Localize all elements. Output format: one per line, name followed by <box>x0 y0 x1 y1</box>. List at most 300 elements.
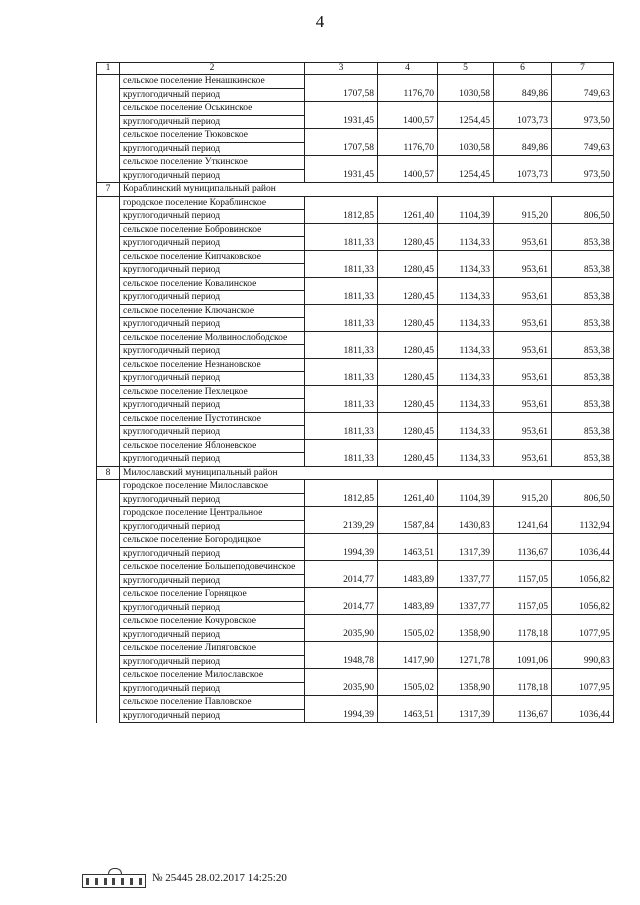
period-label: круглогодичный период <box>120 345 305 359</box>
index-cell <box>97 520 120 534</box>
tariff-value: 853,38 <box>552 453 614 467</box>
tariff-value: 1505,02 <box>378 682 438 696</box>
tariff-value: 973,50 <box>552 169 614 183</box>
tariff-value: 1994,39 <box>305 709 378 723</box>
value-cell <box>494 331 552 345</box>
tariff-value: 2035,90 <box>305 628 378 642</box>
index-cell <box>97 399 120 413</box>
tariff-value: 1178,18 <box>494 682 552 696</box>
tariff-value: 1104,39 <box>438 210 494 224</box>
tariff-value: 1707,58 <box>305 88 378 102</box>
value-cell <box>305 588 378 602</box>
index-cell <box>97 385 120 399</box>
settlement-row <box>97 642 614 656</box>
tariff-value: 1811,33 <box>305 453 378 467</box>
value-cell <box>305 642 378 656</box>
value-cell <box>438 223 494 237</box>
value-cell <box>494 75 552 89</box>
value-cell <box>494 304 552 318</box>
tariff-value: 1178,18 <box>494 628 552 642</box>
tariff-value: 853,38 <box>552 399 614 413</box>
index-cell <box>97 75 120 89</box>
tariff-value: 2014,77 <box>305 601 378 615</box>
period-label: круглогодичный период <box>120 318 305 332</box>
index-cell <box>97 682 120 696</box>
settlement-row <box>97 561 614 575</box>
tariff-value: 1430,83 <box>438 520 494 534</box>
value-cell <box>438 156 494 170</box>
tariff-value: 1134,33 <box>438 453 494 467</box>
value-cell <box>552 642 614 656</box>
tariff-value: 853,38 <box>552 372 614 386</box>
period-label: круглогодичный период <box>120 210 305 224</box>
tariff-value: 1077,95 <box>552 682 614 696</box>
tariff-value: 1463,51 <box>378 709 438 723</box>
settlement-name: сельское поселение Богородицкое <box>120 534 305 548</box>
index-cell <box>97 291 120 305</box>
tariff-value: 1811,33 <box>305 237 378 251</box>
value-cell <box>378 696 438 710</box>
tariff-value: 1811,33 <box>305 426 378 440</box>
settlement-row <box>97 129 614 143</box>
period-label: круглогодичный период <box>120 115 305 129</box>
tariff-value: 1317,39 <box>438 547 494 561</box>
tariff-value: 1134,33 <box>438 237 494 251</box>
value-cell <box>305 304 378 318</box>
value-cell <box>494 223 552 237</box>
value-cell <box>438 277 494 291</box>
tariff-value: 853,38 <box>552 264 614 278</box>
district-title: Кораблинский муниципальный район <box>120 183 614 197</box>
index-cell <box>97 669 120 683</box>
value-cell <box>305 102 378 116</box>
tariff-value: 1132,94 <box>552 520 614 534</box>
tariff-value: 1134,33 <box>438 345 494 359</box>
settlement-name: сельское поселение Милославское <box>120 669 305 683</box>
settlement-row <box>97 669 614 683</box>
value-cell <box>494 277 552 291</box>
tariff-value: 1337,77 <box>438 574 494 588</box>
tariff-value: 1417,90 <box>378 655 438 669</box>
tariff-value: 1261,40 <box>378 493 438 507</box>
period-row <box>97 264 614 278</box>
settlement-row <box>97 358 614 372</box>
value-cell <box>552 75 614 89</box>
tariff-value: 806,50 <box>552 493 614 507</box>
column-header: 6 <box>494 63 552 75</box>
value-cell <box>305 696 378 710</box>
value-cell <box>552 696 614 710</box>
tariff-value: 849,86 <box>494 88 552 102</box>
value-cell <box>438 358 494 372</box>
index-cell <box>97 655 120 669</box>
value-cell <box>494 696 552 710</box>
index-cell <box>97 277 120 291</box>
tariff-value: 1134,33 <box>438 399 494 413</box>
value-cell <box>378 588 438 602</box>
tariff-value: 1104,39 <box>438 493 494 507</box>
value-cell <box>438 385 494 399</box>
index-cell <box>97 493 120 507</box>
tariff-value: 1811,33 <box>305 399 378 413</box>
tariff-value: 1280,45 <box>378 291 438 305</box>
settlement-name: сельское поселение Яблоневское <box>120 439 305 453</box>
index-cell <box>97 142 120 156</box>
tariff-value: 1812,85 <box>305 210 378 224</box>
value-cell <box>552 588 614 602</box>
settlement-name: сельское поселение Молвинослободское <box>120 331 305 345</box>
value-cell <box>552 439 614 453</box>
value-cell <box>438 439 494 453</box>
tariff-value: 1254,45 <box>438 115 494 129</box>
tariff-value: 1812,85 <box>305 493 378 507</box>
value-cell <box>305 223 378 237</box>
tariff-value: 915,20 <box>494 210 552 224</box>
period-label: круглогодичный период <box>120 88 305 102</box>
value-cell <box>305 439 378 453</box>
tariff-value: 1280,45 <box>378 372 438 386</box>
value-cell <box>552 331 614 345</box>
period-row <box>97 574 614 588</box>
settlement-row <box>97 412 614 426</box>
value-cell <box>378 561 438 575</box>
value-cell <box>438 615 494 629</box>
index-cell <box>97 601 120 615</box>
tariff-value: 853,38 <box>552 426 614 440</box>
period-label: круглогодичный период <box>120 520 305 534</box>
tariff-value: 1811,33 <box>305 264 378 278</box>
value-cell <box>494 480 552 494</box>
index-cell <box>97 358 120 372</box>
tariff-value: 1400,57 <box>378 115 438 129</box>
index-cell <box>97 331 120 345</box>
settlement-row <box>97 696 614 710</box>
index-cell <box>97 237 120 251</box>
tariff-value: 1587,84 <box>378 520 438 534</box>
index-cell <box>97 304 120 318</box>
settlement-name: сельское поселение Павловское <box>120 696 305 710</box>
column-header: 1 <box>97 63 120 75</box>
value-cell <box>378 129 438 143</box>
value-cell <box>378 480 438 494</box>
value-cell <box>552 561 614 575</box>
value-cell <box>305 277 378 291</box>
settlement-name: сельское поселение Тюковское <box>120 129 305 143</box>
tariff-value: 2035,90 <box>305 682 378 696</box>
value-cell <box>305 615 378 629</box>
footer <box>82 868 287 888</box>
period-label: круглогодичный период <box>120 237 305 251</box>
tariff-value: 953,61 <box>494 399 552 413</box>
tariff-value: 853,38 <box>552 345 614 359</box>
tariff-value: 1931,45 <box>305 115 378 129</box>
value-cell <box>438 331 494 345</box>
value-cell <box>378 385 438 399</box>
period-row <box>97 169 614 183</box>
tariff-value: 953,61 <box>494 264 552 278</box>
index-cell <box>97 102 120 116</box>
period-row <box>97 682 614 696</box>
period-label: круглогодичный период <box>120 655 305 669</box>
tariff-value: 1241,64 <box>494 520 552 534</box>
settlement-row <box>97 331 614 345</box>
index-cell <box>97 615 120 629</box>
tariff-value: 853,38 <box>552 318 614 332</box>
tariff-value: 1505,02 <box>378 628 438 642</box>
value-cell <box>378 250 438 264</box>
value-cell <box>305 156 378 170</box>
tariff-value: 1280,45 <box>378 426 438 440</box>
seal-icon <box>82 868 146 888</box>
value-cell <box>378 75 438 89</box>
index-cell <box>97 547 120 561</box>
period-row <box>97 142 614 156</box>
period-row <box>97 453 614 467</box>
value-cell <box>438 561 494 575</box>
period-row <box>97 547 614 561</box>
tariff-value: 1358,90 <box>438 628 494 642</box>
column-header: 3 <box>305 63 378 75</box>
settlement-row <box>97 304 614 318</box>
tariff-value: 915,20 <box>494 493 552 507</box>
index-cell <box>97 507 120 521</box>
settlement-row <box>97 534 614 548</box>
tariff-value: 1134,33 <box>438 372 494 386</box>
period-label: круглогодичный период <box>120 682 305 696</box>
value-cell <box>494 615 552 629</box>
settlement-name: сельское поселение Кочуровское <box>120 615 305 629</box>
value-cell <box>378 439 438 453</box>
tariff-value: 953,61 <box>494 237 552 251</box>
tariff-value: 1811,33 <box>305 291 378 305</box>
value-cell <box>305 196 378 210</box>
period-label: круглогодичный период <box>120 709 305 723</box>
tariff-value: 953,61 <box>494 291 552 305</box>
tariff-value: 1134,33 <box>438 291 494 305</box>
index-cell <box>97 345 120 359</box>
value-cell <box>494 156 552 170</box>
tariff-value: 1077,95 <box>552 628 614 642</box>
tariff-value: 953,61 <box>494 318 552 332</box>
index-cell <box>97 196 120 210</box>
index-cell <box>97 129 120 143</box>
value-cell <box>552 250 614 264</box>
settlement-row <box>97 385 614 399</box>
index-cell <box>97 439 120 453</box>
tariff-value: 953,61 <box>494 345 552 359</box>
value-cell <box>494 196 552 210</box>
index-cell <box>97 372 120 386</box>
index-cell <box>97 561 120 575</box>
index-cell <box>97 264 120 278</box>
period-row <box>97 115 614 129</box>
period-row <box>97 345 614 359</box>
tariff-value: 806,50 <box>552 210 614 224</box>
value-cell <box>305 561 378 575</box>
value-cell <box>552 480 614 494</box>
tariff-value: 1134,33 <box>438 264 494 278</box>
value-cell <box>552 412 614 426</box>
tariff-value: 1030,58 <box>438 88 494 102</box>
value-cell <box>305 480 378 494</box>
period-row <box>97 426 614 440</box>
index-cell <box>97 412 120 426</box>
value-cell <box>494 102 552 116</box>
settlement-name: сельское поселение Ключанское <box>120 304 305 318</box>
settlement-name: сельское поселение Кипчаковское <box>120 250 305 264</box>
tariff-value: 1280,45 <box>378 453 438 467</box>
settlement-row <box>97 250 614 264</box>
value-cell <box>305 507 378 521</box>
value-cell <box>552 669 614 683</box>
tariff-value: 1483,89 <box>378 574 438 588</box>
settlement-name: сельское поселение Горняцкое <box>120 588 305 602</box>
value-cell <box>438 507 494 521</box>
settlement-row <box>97 196 614 210</box>
period-label: круглогодичный период <box>120 142 305 156</box>
period-label: круглогодичный период <box>120 291 305 305</box>
tariff-value: 1136,67 <box>494 709 552 723</box>
value-cell <box>552 277 614 291</box>
value-cell <box>494 669 552 683</box>
value-cell <box>378 304 438 318</box>
tariff-value: 1176,70 <box>378 88 438 102</box>
settlement-row <box>97 102 614 116</box>
period-label: круглогодичный период <box>120 601 305 615</box>
index-cell <box>97 115 120 129</box>
value-cell <box>552 507 614 521</box>
value-cell <box>438 304 494 318</box>
value-cell <box>438 642 494 656</box>
column-header: 4 <box>378 63 438 75</box>
period-row <box>97 318 614 332</box>
district-index: 8 <box>97 466 120 480</box>
value-cell <box>552 358 614 372</box>
value-cell <box>378 507 438 521</box>
period-row <box>97 291 614 305</box>
value-cell <box>378 196 438 210</box>
tariff-value: 849,86 <box>494 142 552 156</box>
value-cell <box>305 385 378 399</box>
value-cell <box>378 358 438 372</box>
tariff-value: 1134,33 <box>438 426 494 440</box>
registration-datetime: 28.02.2017 14:25:20 <box>195 872 287 884</box>
value-cell <box>494 588 552 602</box>
settlement-name: сельское поселение Пехлецкое <box>120 385 305 399</box>
value-cell <box>494 412 552 426</box>
value-cell <box>305 534 378 548</box>
tariff-value: 1931,45 <box>305 169 378 183</box>
period-row <box>97 601 614 615</box>
value-cell <box>552 102 614 116</box>
tariff-value: 749,63 <box>552 88 614 102</box>
settlement-row <box>97 588 614 602</box>
value-cell <box>494 534 552 548</box>
period-row <box>97 237 614 251</box>
value-cell <box>438 669 494 683</box>
tariff-table <box>96 62 614 723</box>
district-index: 7 <box>97 183 120 197</box>
settlement-name: сельское поселение Оськинское <box>120 102 305 116</box>
period-label: круглогодичный период <box>120 493 305 507</box>
period-label: круглогодичный период <box>120 574 305 588</box>
index-cell <box>97 88 120 102</box>
settlement-name: городское поселение Милославское <box>120 480 305 494</box>
index-cell <box>97 156 120 170</box>
tariff-value: 1948,78 <box>305 655 378 669</box>
tariff-value: 1463,51 <box>378 547 438 561</box>
tariff-value: 1483,89 <box>378 601 438 615</box>
value-cell <box>494 561 552 575</box>
value-cell <box>438 696 494 710</box>
tariff-value: 1280,45 <box>378 318 438 332</box>
settlement-name: сельское поселение Ковалинское <box>120 277 305 291</box>
tariff-value: 1261,40 <box>378 210 438 224</box>
tariff-value: 749,63 <box>552 142 614 156</box>
settlement-row <box>97 507 614 521</box>
period-row <box>97 88 614 102</box>
tariff-value: 953,61 <box>494 372 552 386</box>
value-cell <box>552 196 614 210</box>
tariff-value: 1280,45 <box>378 345 438 359</box>
settlement-name: сельское поселение Бобровинское <box>120 223 305 237</box>
value-cell <box>378 277 438 291</box>
value-cell <box>378 102 438 116</box>
tariff-value: 853,38 <box>552 237 614 251</box>
tariff-value: 1337,77 <box>438 601 494 615</box>
tariff-value: 1036,44 <box>552 547 614 561</box>
tariff-value: 1811,33 <box>305 372 378 386</box>
value-cell <box>378 642 438 656</box>
value-cell <box>305 250 378 264</box>
tariff-value: 1811,33 <box>305 318 378 332</box>
period-label: круглогодичный период <box>120 628 305 642</box>
value-cell <box>552 304 614 318</box>
index-cell <box>97 169 120 183</box>
settlement-row <box>97 439 614 453</box>
value-cell <box>494 642 552 656</box>
value-cell <box>305 331 378 345</box>
value-cell <box>438 196 494 210</box>
value-cell <box>438 480 494 494</box>
settlement-name: городское поселение Центральное <box>120 507 305 521</box>
tariff-value: 973,50 <box>552 115 614 129</box>
table-body <box>97 63 614 723</box>
index-cell <box>97 223 120 237</box>
document-number: № 25445 <box>152 872 193 884</box>
tariff-value: 1254,45 <box>438 169 494 183</box>
value-cell <box>305 75 378 89</box>
period-row <box>97 520 614 534</box>
tariff-value: 1176,70 <box>378 142 438 156</box>
period-label: круглогодичный период <box>120 372 305 386</box>
value-cell <box>378 156 438 170</box>
index-cell <box>97 480 120 494</box>
settlement-row <box>97 223 614 237</box>
tariff-value: 853,38 <box>552 291 614 305</box>
tariff-value: 1811,33 <box>305 345 378 359</box>
period-label: круглогодичный период <box>120 169 305 183</box>
value-cell <box>494 507 552 521</box>
value-cell <box>378 331 438 345</box>
tariff-value: 1271,78 <box>438 655 494 669</box>
index-cell <box>97 642 120 656</box>
value-cell <box>552 534 614 548</box>
settlement-row <box>97 615 614 629</box>
settlement-name: сельское поселение Большеподовечинское <box>120 561 305 575</box>
tariff-value: 1400,57 <box>378 169 438 183</box>
column-header: 5 <box>438 63 494 75</box>
